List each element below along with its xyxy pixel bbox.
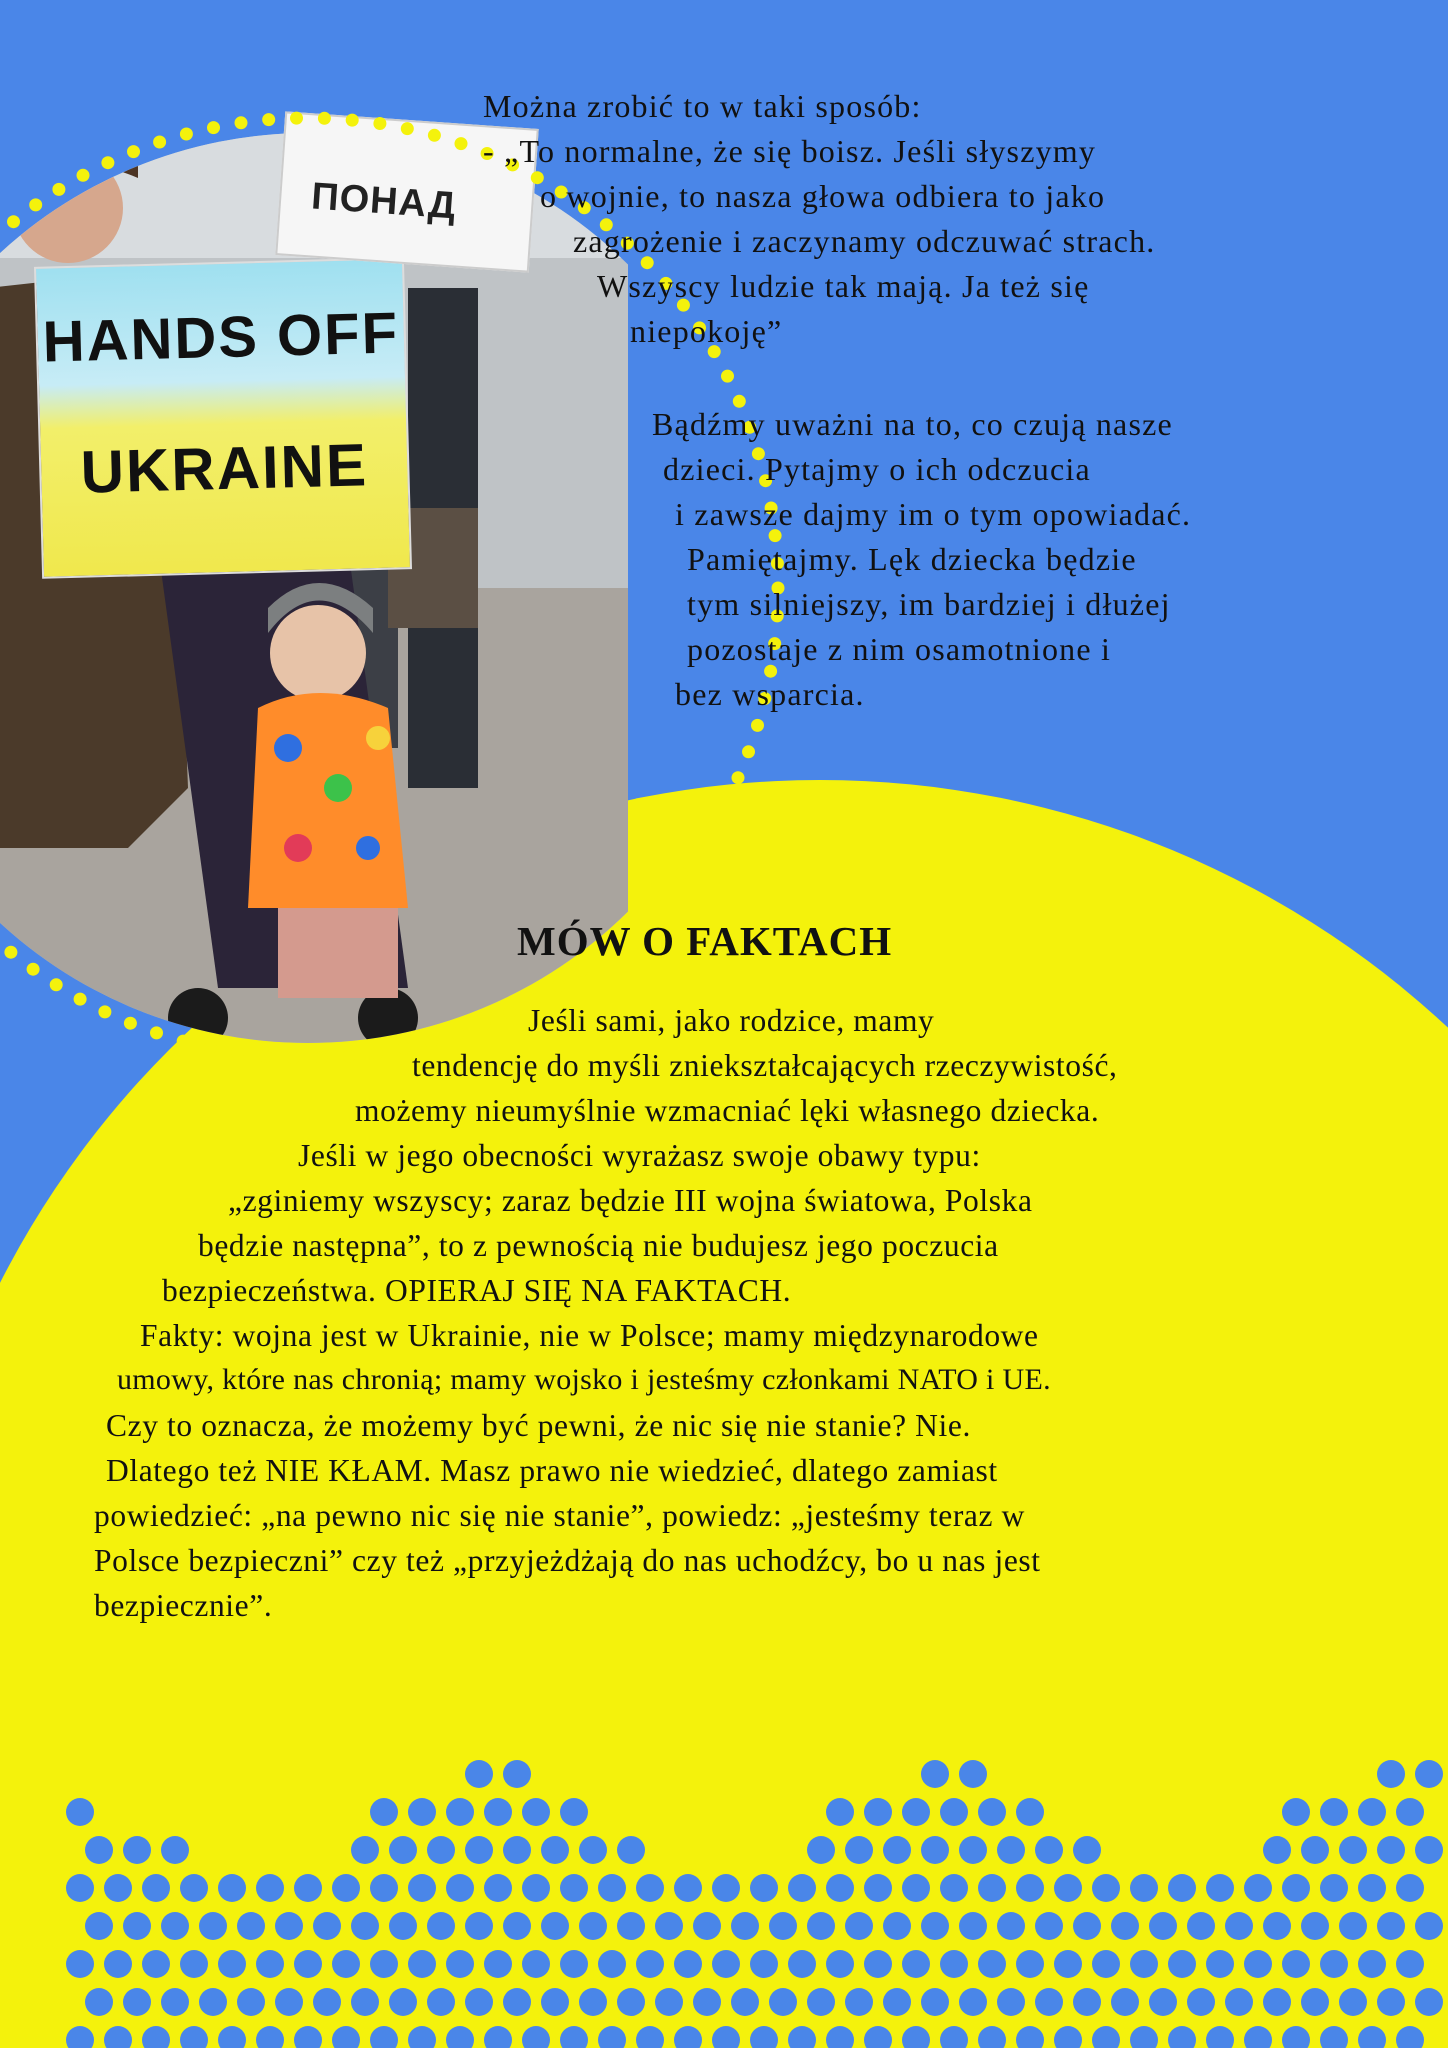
frame-dot [153, 136, 166, 149]
frame-dot [675, 867, 688, 880]
frame-dot [50, 978, 63, 991]
frame-dot [343, 1050, 356, 1063]
frame-dot [290, 112, 303, 125]
frame-dot [315, 1051, 328, 1064]
frame-dot [657, 889, 670, 902]
frame-dot [552, 979, 565, 992]
frame-dot [259, 1050, 272, 1063]
facts-line: bezpiecznie”. [94, 1588, 273, 1623]
frame-dot [478, 1017, 491, 1030]
frame-dot [287, 1051, 300, 1064]
intro-line: niepokoję” [630, 313, 783, 349]
facts-line: Jeśli w jego obecności wyrażasz swoje obawy typu: [298, 1138, 981, 1173]
facts-line: powiedzieć: „na pewno nic się nie stanie”, powiedz: „jesteśmy teraz w [94, 1498, 1025, 1533]
facts-line: Fakty: wojna jest w Ukrainie, nie w Polsce; mamy międzynarodowe [140, 1318, 1039, 1353]
intro-line: o wojnie, to nasza głowa odbiera to jako [540, 178, 1106, 214]
intro-line: - „To normalne, że się boisz. Jeśli słyszymy [483, 133, 1097, 169]
facts-line: Polsce bezpieczni” czy też „przyjeżdżają do nas uchodźcy, bo u nas jest [94, 1543, 1041, 1578]
frame-dot [720, 796, 733, 809]
frame-dot [180, 128, 193, 141]
sign-text-line1: HANDS OFF [41, 300, 400, 375]
facts-line: „zginiemy wszyscy; zaraz będzie III wojna światowa, Polska [228, 1183, 1033, 1218]
frame-dot [127, 145, 140, 158]
facts-line: tendencję do myśli zniekształcających rzeczywistość, [412, 1048, 1118, 1083]
secondary-sign-text: ПОНАД [309, 175, 458, 228]
frame-dot [373, 117, 386, 130]
advice-line: dzieci. Pytajmy o ich odczucia [663, 451, 1091, 487]
facts-line: Jeśli sami, jako rodzice, mamy [528, 1003, 935, 1038]
frame-dot [751, 719, 764, 732]
facts-heading: MÓW O FAKTACH [517, 918, 893, 964]
advice-line: Pamiętajmy. Lęk dziecka będzie [687, 541, 1137, 577]
frame-dot [204, 1041, 217, 1054]
frame-dot [235, 116, 248, 129]
frame-dot [398, 1042, 411, 1055]
frame-dot [177, 1035, 190, 1048]
frame-dot [732, 771, 745, 784]
frame-dot [150, 1026, 163, 1039]
advice-line: i zawsze dajmy im o tym opowiadać. [675, 496, 1192, 532]
frame-dot [318, 112, 331, 125]
frame-dot [742, 745, 755, 758]
facts-line: bezpieczeństwa. OPIERAJ SIĘ NA FAKTACH. [162, 1273, 792, 1308]
frame-dot [262, 113, 275, 126]
facts-line: Dlatego też NIE KŁAM. Masz prawo nie wiedzieć, dlatego zamiast [106, 1453, 998, 1488]
frame-dot [346, 114, 359, 127]
frame-dot [29, 198, 42, 211]
advice-line: tym silniejszy, im bardziej i dłużej [687, 586, 1171, 622]
frame-dot [691, 844, 704, 857]
facts-line: umowy, które nas chronią; mamy wojsko i jesteśmy członkami NATO i UE. [117, 1363, 1051, 1396]
frame-dot [503, 1006, 516, 1019]
sign-text-line2: UKRAINE [79, 431, 369, 506]
frame-dot [52, 183, 65, 196]
frame-dot [428, 129, 441, 142]
frame-dot [27, 963, 40, 976]
frame-dot [207, 121, 220, 134]
intro-line: zagrożenie i zaczynamy odczuwać strach. [573, 223, 1156, 259]
facts-line: Czy to oznacza, że możemy być pewni, że nic się nie stanie? Nie. [106, 1408, 971, 1443]
frame-dot [7, 215, 20, 228]
intro-line: Wszyscy ludzie tak mają. Ja też się [597, 268, 1090, 304]
frame-dot [101, 156, 114, 169]
frame-dot [231, 1046, 244, 1059]
advice-line: Bądźmy uważni na to, co czują nasze [652, 406, 1173, 442]
frame-dot [98, 1005, 111, 1018]
frame-dot [4, 946, 17, 959]
frame-dot [575, 964, 588, 977]
intro-line: Można zrobić to w taki sposób: [483, 88, 922, 124]
advice-line: pozostaje z nim osamotnione i [687, 631, 1112, 667]
frame-dot [370, 1047, 383, 1060]
frame-dot [124, 1017, 137, 1030]
frame-dot [425, 1035, 438, 1048]
frame-dot [706, 821, 719, 834]
advice-line: bez wsparcia. [675, 676, 865, 712]
frame-dot [401, 122, 414, 135]
facts-line: możemy nieumyślnie wzmacniać lęki własnego dziecka. [355, 1093, 1100, 1128]
frame-dot [74, 993, 87, 1006]
frame-dot [451, 1027, 464, 1040]
frame-dot [455, 137, 468, 150]
frame-dot [77, 169, 90, 182]
frame-dot [721, 370, 734, 383]
facts-line: będzie następna”, to z pewnością nie budujesz jego poczucia [198, 1228, 999, 1263]
